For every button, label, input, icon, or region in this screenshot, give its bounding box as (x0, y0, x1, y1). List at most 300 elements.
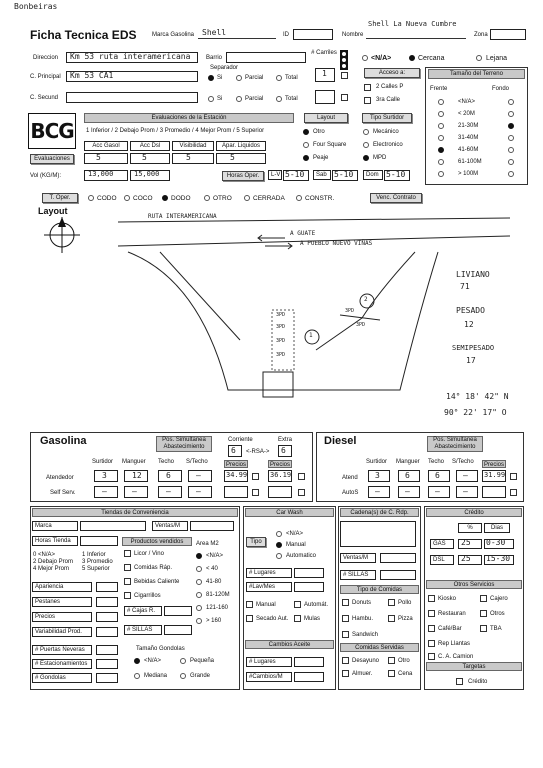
direccion-value: Km 53 ruta interamericana (70, 52, 191, 61)
almuerzo-label: Almuer. (352, 671, 373, 677)
area-label-3: 81-120M (206, 592, 230, 598)
dsl-col-stecho: S/Techo (452, 459, 474, 465)
t-oper-button[interactable]: T. Oper. (42, 193, 78, 203)
desayuno-label: Desayuno (352, 658, 380, 664)
cw-na-label: <N/A> (286, 531, 304, 537)
product-check-0[interactable] (124, 550, 131, 557)
gondolas-label: # Gondolas (32, 673, 92, 683)
four-square-radio[interactable] (303, 142, 309, 148)
targetas-header: Targetas (426, 662, 522, 671)
terreno-option-2: 21-30M (458, 123, 479, 129)
terreno-option-5: 61-100M (458, 159, 482, 165)
four-square-label: Four Square (313, 142, 347, 148)
gas-col-manguer: Manguer (122, 459, 146, 465)
estac-label: # Estacionamientos (32, 659, 92, 669)
scale-1: 1 Inferior (82, 552, 106, 558)
gond-grande-label: Grande (190, 673, 211, 679)
fondo-radio-3[interactable] (508, 135, 514, 141)
sec-total-radio[interactable] (276, 96, 282, 102)
tercera-calle-check[interactable] (364, 97, 371, 104)
gond-pequena-radio[interactable] (180, 658, 186, 664)
frente-radio-1[interactable] (438, 111, 444, 117)
fondo-radio-6[interactable] (508, 171, 514, 177)
pizza-check[interactable] (388, 615, 395, 622)
eval-field-3[interactable] (172, 153, 214, 164)
fondo-label: Fondo (492, 86, 510, 92)
na-label: <N/A> (371, 55, 392, 62)
self-precio-extra-field[interactable] (268, 486, 292, 498)
secundaria-label: C. Secund (30, 95, 59, 101)
tipo-comidas-header: Tipo de Comidas (340, 585, 419, 594)
oper-option-5: CONSTR. (305, 195, 335, 202)
pesado-label: PESADO (456, 306, 485, 315)
almuerzo-check[interactable] (342, 670, 349, 677)
donuts-check[interactable] (342, 599, 349, 606)
dsl-col-precios: Precios (483, 462, 504, 468)
visibilidad-label: Visibilidad (172, 141, 214, 151)
dsl-at-value-0: 3 (375, 471, 380, 480)
scale-3: 3 Promedio (82, 559, 113, 565)
dsl-at-value-2: 6 (435, 471, 440, 480)
mark-2: 2 (364, 296, 368, 303)
fondo-radio-4[interactable] (508, 147, 514, 153)
gond-pequena-label: Pequeña (190, 658, 215, 664)
oper-option-1: COCO (133, 195, 153, 202)
pump-label-1: 3PD (276, 312, 286, 318)
cercana-radio[interactable] (409, 55, 415, 61)
servicio-label-2: Restauran (438, 611, 466, 617)
desayuno-check[interactable] (342, 657, 349, 664)
pump-label-4: 3PD (276, 352, 286, 358)
scale-2: 2 Debajo Prom (33, 559, 74, 565)
otro-radio[interactable] (303, 129, 309, 135)
gas-col-techo: Techo (158, 459, 175, 465)
hambu-check[interactable] (342, 615, 349, 622)
carriles2-field[interactable] (315, 90, 335, 104)
sec-si-radio[interactable] (208, 96, 214, 102)
calles-p-label: 2 Calles P (376, 84, 404, 90)
otro-label: Otro (313, 129, 325, 135)
gond-na-label: <N/A> (144, 658, 162, 664)
pizza-label: Pizza (398, 616, 413, 622)
frente-radio-0[interactable] (438, 99, 444, 105)
cambios-header: Cambios Aceite (245, 640, 334, 649)
marca-underline (198, 38, 276, 39)
frente-radio-4[interactable] (438, 147, 444, 153)
tienda-sillas-field[interactable] (164, 625, 192, 635)
servicio-check-4[interactable] (428, 625, 435, 632)
estac-field[interactable] (96, 659, 118, 669)
tienda-ventas-label: Ventas/M (152, 521, 188, 531)
servicio-label-1: Cajero (490, 596, 508, 602)
gas-pos-sim: Pos. Simultanea Abastecimiento (156, 436, 212, 452)
gond-grande-radio[interactable] (180, 673, 186, 679)
cw-mulas-check[interactable] (294, 615, 301, 622)
zona-label: Zona (474, 32, 488, 38)
barrio-field[interactable] (226, 52, 306, 63)
dsl-at-value-1: 6 (405, 471, 410, 480)
oper-option-0: CODO (97, 195, 117, 202)
peaje-label: Peaje (313, 155, 329, 161)
tipo-surtidor-button[interactable]: Tipo Surtidor (362, 113, 412, 123)
road-label: RUTA INTERAMERICANA (148, 213, 217, 220)
cw-manual-check[interactable] (246, 601, 253, 608)
sandwich-check[interactable] (342, 631, 349, 638)
cw-manual-radio[interactable] (276, 542, 282, 548)
form-title: Ficha Tecnica EDS (30, 28, 137, 42)
rating-label-3: Variabilidad Prod. (32, 627, 92, 637)
terreno-option-1: < 20M (458, 111, 475, 117)
secundaria-field[interactable] (66, 92, 198, 103)
dsl-precio-check[interactable] (510, 473, 517, 480)
otro-serv-label: Otro (398, 658, 410, 664)
servicio-check-5[interactable] (480, 625, 487, 632)
nombre-field[interactable]: Shell La Nueva Cumbre (368, 20, 457, 28)
guate-label: A GUATE (290, 230, 316, 237)
fondo-radio-5[interactable] (508, 159, 514, 165)
area-label: Area M2 (196, 541, 219, 547)
dsl-at-value-3: — (463, 471, 468, 480)
fondo-radio-1[interactable] (508, 111, 514, 117)
gas-col-surtidor: Surtidor (92, 459, 114, 465)
gond-mediana-label: Mediana (144, 673, 168, 679)
precio-extra-value: 36.19 (270, 471, 292, 479)
electronico-label: Electronico (373, 142, 403, 148)
sec-si-label: Si (217, 96, 223, 102)
cw-auto-radio[interactable] (276, 553, 282, 559)
pct-label: % (458, 523, 482, 533)
frente-label: Frente (430, 86, 448, 92)
ca-lugares-field[interactable] (294, 657, 324, 667)
rating-label-1: Pestanes (32, 597, 92, 607)
separador-label: Separador (210, 65, 239, 71)
atend-label: Atend (342, 475, 358, 481)
sec-total-label: Total (285, 96, 298, 102)
layout-button[interactable]: Layout (304, 113, 348, 123)
cw-lav-field[interactable] (294, 582, 324, 592)
apar-liquidos-label: Apar. Liquidos (216, 141, 266, 151)
marca-field[interactable]: Shell (202, 28, 227, 37)
acceso-button[interactable]: Acceso a: (364, 68, 420, 78)
marca-label: Marca Gasolina (152, 32, 195, 38)
fondo-radio-2[interactable] (508, 123, 514, 129)
venc-contrato-button[interactable]: Venc. Contrato (370, 193, 422, 203)
cadena-ventas-label: Ventas/M (340, 553, 376, 563)
self-precio-corr-field[interactable] (224, 486, 248, 498)
sep-si-label: Si (217, 75, 223, 81)
cw-mulas-check-label: Mulas (304, 616, 321, 622)
tienda-sillas-label: # SILLAS (124, 625, 162, 635)
cw-manual-label: Manual (286, 542, 306, 548)
carwash-tipo-button[interactable]: Tipo (246, 537, 266, 547)
eval-field-2[interactable] (130, 153, 170, 164)
evaluaciones-header: Evaluaciones de la Estación (84, 113, 294, 123)
horas-oper-button[interactable]: Horas Oper. (222, 171, 264, 181)
gas-col-stecho: S/Techo (186, 459, 208, 465)
zona-field[interactable] (490, 29, 526, 40)
self-serv-label: Self Serv. (50, 490, 76, 496)
dsl-col-surtidor: Surtidor (366, 459, 388, 465)
id-label: ID (283, 32, 289, 38)
dsl-dias-value: 15-30 (486, 554, 511, 563)
otro-serv-check[interactable] (388, 657, 395, 664)
area-radio-4[interactable] (196, 605, 202, 611)
self-precio-extra-check[interactable] (298, 489, 305, 496)
lv-label: L-V (268, 170, 282, 180)
frente-radio-2[interactable] (438, 123, 444, 129)
layout-label: Layout (38, 206, 68, 216)
gas-label: GAS (430, 539, 454, 549)
servicio-check-0[interactable] (428, 595, 435, 602)
principal-value: Km 53 CA1 (70, 71, 114, 80)
gondolas-field[interactable] (96, 673, 118, 683)
tam-gond-label: Tamaño Gondolas (136, 646, 185, 652)
scribble-note: Bonbeiras (14, 2, 58, 11)
vol-value-2: 15,000 (134, 170, 160, 178)
carriles2-check[interactable] (341, 94, 348, 101)
product-label-3: Cigarrillos (134, 593, 161, 599)
gond-mediana-radio[interactable] (134, 673, 140, 679)
credito-header: Crédito (426, 508, 522, 517)
longitude: 90° 22' 17" O (444, 408, 507, 417)
corriente-value: 6 (231, 446, 236, 455)
oper-option-3: OTRO (213, 195, 232, 202)
eval-value-4: 5 (230, 153, 235, 162)
productos-header: Productos vendidos (122, 537, 192, 546)
id-field[interactable] (293, 29, 333, 40)
tienda-ventas-field[interactable] (190, 521, 234, 531)
vol-value-1: 13,000 (88, 170, 114, 178)
sec-parcial-radio[interactable] (236, 96, 242, 102)
calles-p-check[interactable] (364, 84, 371, 91)
ca-cambios-label: #Cambios/M (246, 672, 292, 682)
precio-corr-value: 34.99 (226, 471, 248, 479)
gas-precio-corr-label: Precios (225, 462, 246, 468)
cadena-ventas-field[interactable] (380, 553, 416, 563)
sep-total-radio[interactable] (276, 75, 282, 81)
pollo-check[interactable] (388, 599, 395, 606)
sep-si-radio[interactable] (208, 75, 214, 81)
rating-label-0: Apariencia (32, 582, 92, 592)
credito-check[interactable] (456, 678, 463, 685)
semipesado-value: 17 (466, 356, 476, 365)
gas-precio-extra-label: Precios (269, 462, 290, 468)
nombre-label: Nombre (342, 32, 364, 38)
precio-corr-check[interactable] (252, 473, 259, 480)
servicio-label-6: Rep Llantas (438, 641, 471, 647)
fondo-radio-0[interactable] (508, 99, 514, 105)
cw-automat-check[interactable] (294, 601, 301, 608)
servicio-check-2[interactable] (428, 610, 435, 617)
puertas-label: # Puertas Neveras (32, 645, 92, 655)
lv-value: 5-10 (285, 170, 305, 179)
latitude: 14° 18' 42" N (446, 392, 509, 401)
servicio-check-3[interactable] (480, 610, 487, 617)
cena-label: Cena (398, 671, 413, 677)
rsa-label: <-RSA-> (246, 449, 270, 455)
terreno-option-4: 41-60M (458, 147, 479, 153)
area-radio-3[interactable] (196, 592, 202, 598)
gas-self-value-3: — (196, 487, 201, 496)
dsl-auto-precio-check[interactable] (510, 489, 517, 496)
dsl-pos-sim: Pos. Simultanea Abastecimiento (427, 436, 483, 452)
mpd-radio[interactable] (363, 155, 369, 161)
liviano-label: LIVIANO (456, 270, 490, 279)
cadena-header: Cadena(s) de C. Rdp. (340, 508, 419, 517)
ca-cambios-field[interactable] (294, 672, 324, 682)
evaluaciones-button[interactable]: Evaluaciones (30, 154, 74, 164)
servicio-check-1[interactable] (480, 595, 487, 602)
pueblo-label: A PUEBLO NUEVO VIÑAS (300, 240, 373, 247)
carriles-value: 1 (322, 69, 327, 78)
tienda-marca-label: Marca (32, 521, 78, 531)
corriente-label: Corriente (228, 437, 253, 443)
frente-radio-5[interactable] (438, 159, 444, 165)
frente-radio-6[interactable] (438, 171, 444, 177)
autos-label: AutoS (342, 490, 359, 496)
cw-secado-check[interactable] (246, 615, 253, 622)
gas-dias-value: 0-30 (486, 538, 506, 547)
cw-automat-check-label: Automát. (304, 602, 329, 608)
peaje-radio[interactable] (303, 155, 309, 161)
area-label-5: > 160 (206, 618, 222, 624)
eval-field-1[interactable] (84, 153, 128, 164)
eval-field-4[interactable] (216, 153, 266, 164)
product-label-1: Comidas Ráp. (134, 565, 173, 571)
gas-pct-value: 25 (461, 538, 471, 547)
pump-right-2: 3PD (356, 322, 366, 328)
area-label-2: 41-80 (206, 579, 222, 585)
servicio-check-7[interactable] (428, 653, 435, 660)
terreno-option-3: 31-40M (458, 135, 479, 141)
dsl-col-techo: Techo (428, 459, 445, 465)
cw-lugares-label: # Lugares (246, 568, 292, 578)
cw-lugares-field[interactable] (294, 568, 324, 578)
dsl-col-manguer: Manguer (396, 459, 420, 465)
product-label-0: Licor / Vino (134, 551, 164, 557)
gond-na-radio[interactable] (134, 658, 140, 664)
servicio-check-6[interactable] (428, 640, 435, 647)
servicio-label-0: Kiosko (438, 596, 457, 602)
gas-at-value-2: 6 (166, 471, 171, 480)
rating-field-3[interactable] (96, 627, 118, 637)
scale-5: 5 Superior (82, 566, 110, 572)
sep-parcial-radio[interactable] (236, 75, 242, 81)
mecanico-label: Mecánico (373, 129, 399, 135)
area-radio-0[interactable] (196, 553, 202, 559)
gas-at-value-0: 3 (102, 471, 107, 480)
hambu-label: Hambu. (352, 616, 374, 622)
product-label-2: Bebidas Caliente (134, 579, 180, 585)
rating-field-1[interactable] (96, 597, 118, 607)
gas-self-value-1: — (132, 487, 137, 496)
cadena-name-field[interactable] (340, 521, 416, 547)
dsl-auto-precio-field[interactable] (482, 486, 506, 498)
servicio-label-3: Otros (490, 611, 505, 617)
area-radio-1[interactable] (196, 566, 202, 572)
area-label-0: <N/A> (206, 553, 224, 559)
cadena-sillas-field[interactable] (380, 570, 416, 580)
carriles-check[interactable] (341, 72, 348, 79)
cw-secado-check-label: Secado Aut. (256, 616, 289, 622)
extra-value: 6 (281, 446, 286, 455)
cadena-sillas-label: # SILLAS (340, 570, 376, 580)
self-precio-corr-check[interactable] (252, 489, 259, 496)
horas-tienda-field[interactable] (80, 536, 118, 546)
tercera-calle-label: 3ra Calle (376, 97, 401, 103)
dsl-auto-value-2: — (435, 487, 440, 496)
ca-lugares-label: # Lugares (246, 657, 292, 667)
product-check-3[interactable] (124, 592, 131, 599)
terreno-header: Tamaño del Terreno (428, 69, 525, 79)
tiendas-header: Tiendas de Conveniencia (32, 508, 238, 517)
cw-auto-label: Automatico (286, 553, 317, 559)
mecanico-radio[interactable] (363, 129, 369, 135)
dsl-auto-value-0: — (375, 487, 380, 496)
precio-extra-check[interactable] (298, 473, 305, 480)
semipesado-label: SEMIPESADO (452, 344, 495, 352)
na-radio[interactable] (362, 55, 368, 61)
dom-label: Dom (363, 170, 383, 180)
gas-self-value-0: — (102, 487, 107, 496)
extra-label: Extra (278, 437, 293, 443)
pollo-label: Pollo (398, 600, 412, 606)
pesado-value: 12 (464, 320, 474, 329)
bcg-logo: BCG (28, 113, 76, 149)
area-radio-5[interactable] (196, 618, 202, 624)
frente-radio-3[interactable] (438, 135, 444, 141)
product-check-1[interactable] (124, 564, 131, 571)
servicio-label-7: C. A. Camion (438, 654, 474, 660)
otros-servicios-header: Otros Servicios (426, 580, 522, 589)
oper-option-4: CERRADA (253, 195, 285, 202)
liviano-value: 71 (460, 282, 470, 291)
barrio-label: Barrio (206, 55, 223, 61)
product-check-2[interactable] (124, 578, 131, 585)
gas-at-value-1: 12 (132, 471, 142, 480)
electronico-radio[interactable] (363, 142, 369, 148)
sec-parcial-label: Parcial (245, 96, 264, 102)
sab-value: 5-10 (334, 170, 354, 179)
scale-4: 4 Mejor Prom (33, 566, 70, 572)
dom-value: 5-10 (386, 170, 406, 179)
dsl-label: DSL (430, 555, 454, 565)
puertas-field[interactable] (96, 645, 118, 655)
sab-label: Sab (313, 170, 331, 180)
cw-na-radio[interactable] (276, 531, 282, 537)
diesel-title: Diesel (324, 435, 357, 447)
direccion-label: Direccion (33, 55, 59, 61)
acc-gasol-label: Acc Gasol (84, 141, 128, 151)
servicio-label-5: TBA (490, 626, 502, 632)
gas-self-value-2: — (166, 487, 171, 496)
eval-value-2: 5 (142, 153, 147, 162)
terreno-option-6: > 100M (458, 171, 479, 177)
cajas-field[interactable] (164, 606, 192, 616)
lejana-radio[interactable] (476, 55, 482, 61)
tienda-marca-field[interactable] (80, 521, 146, 531)
rating-label-2: Precios (32, 612, 92, 622)
area-radio-2[interactable] (196, 579, 202, 585)
dsl-auto-value-3: — (463, 487, 468, 496)
rating-field-0[interactable] (96, 582, 118, 592)
dias-label: Dias (484, 523, 510, 533)
cena-check[interactable] (388, 670, 395, 677)
cw-lav-label: #Lav/Mes (246, 582, 292, 592)
acc-dsl-label: Acc Dsl (130, 141, 170, 151)
rating-field-2[interactable] (96, 612, 118, 622)
eval-value-3: 5 (186, 153, 191, 162)
